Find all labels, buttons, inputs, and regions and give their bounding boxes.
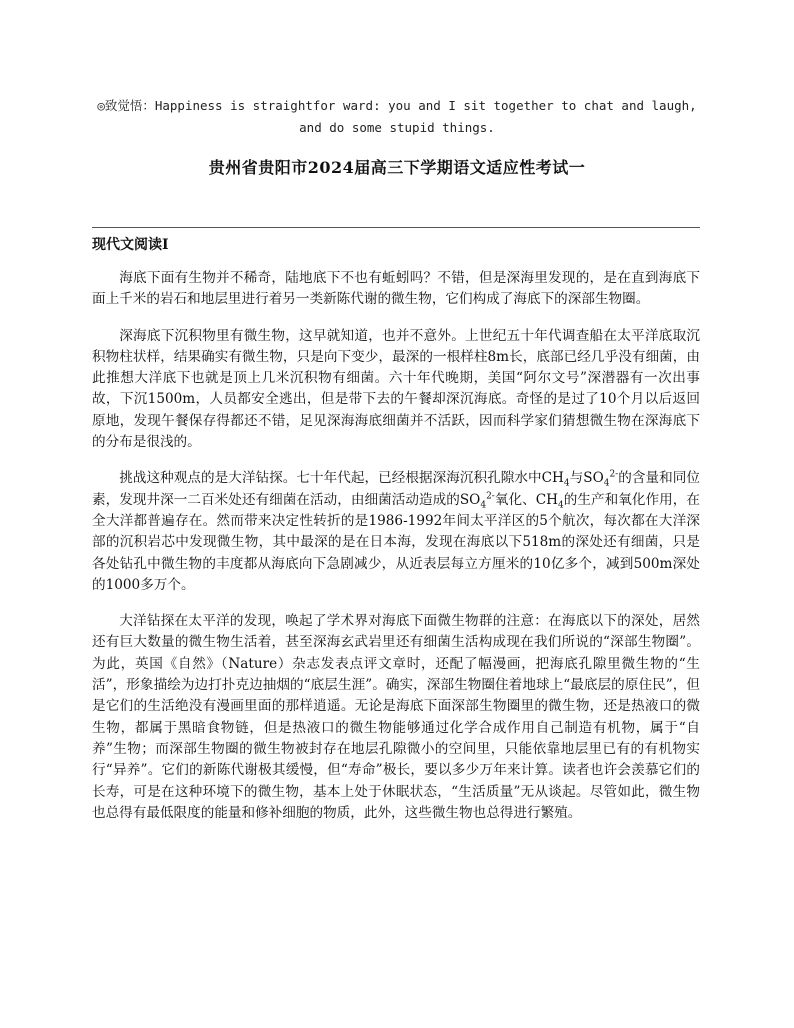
p3-sub-c: 4 <box>480 500 487 511</box>
p3-text-d: 氧化、CH <box>494 491 559 508</box>
p3-sup-c: 2- <box>486 491 495 502</box>
p3-sub-b: 4 <box>603 479 610 490</box>
paragraph-4: 大洋钻探在太平洋的发现，唤起了学术界对海底下面微生物群的注意：在海底以下的深处，居然还有巨大数量的微生物生活着，甚至深海玄武岩里还有细菌生活构成现在我们所说的“深部生物圈”。为此，英国《自然》（Nature）杂志发表点评文章时，还配了幅漫画，把海底孔隙里微生物的“生活”，形象描绘为边打扑克边抽烟的“底层生涯”。确实，深部生物圈住着地球上“最底层的原住民”，但是它们的生活绝没有漫画里面的那样逍遥。无论是海底下面深部生物圈里的微生物，还是热液口的微生物，都属于黑暗食物链，但是热液口的微生物能够通过化学合成作用自己制造有机物，属于“自养”生物；而深部生物圈的微生物被封存在地层孔隙微小的空间里，只能依靠地层里已有的有机物实行“异养”。它们的新陈代谢极其缓慢，但“寿命”极长，要以多少万年来计算。读者也许会羡慕它们的长寿，可是在这种环境下的微生物，基本上处于休眠状态，“生活质量”无从谈起。尽管如此，微生物也总得有最低限度的能量和修补细胞的物质，此外，这些微生物也总得进行繁殖。 <box>92 613 700 821</box>
paragraph-3 <box>92 468 700 596</box>
p3-sub-d: 4 <box>558 500 564 511</box>
paragraph-2: 深海底下沉积物里有微生物，这早就知道，也并不意外。上世纪五十年代调查船在太平洋底取沉积物柱状样，结果确实有微生物，只是向下变少，最深的一根样柱8m长，底部已经几乎没有细菌，由此推想大洋底下也就是顶上几米沉积物有细菌。六十年代晚期，美国“阿尔文号”深潜器有一次出事故，下沉1500m，人员都安全逃出，但是带下去的午餐却深沉海底。奇怪的是过了10个月以后返回原地，发现午餐保存得都还不错，足见深海海底细菌并不活跃，因而科学家们猜想微生物在深海底下的分布是很浅的。 <box>92 327 700 451</box>
paragraph-1: 海底下面有生物并不稀奇，陆地底下不也有蚯蚓吗？不错，但是深海里发现的，是在直到海底下面上千米的岩石和地层里进行着另一类新陈代谢的微生物，它们构成了海底下的深部生物圈。 <box>92 270 700 308</box>
p3-sup-b: 2- <box>609 469 619 480</box>
section-title: 现代文阅读Ⅰ <box>92 237 169 253</box>
page-title: 贵州省贵阳市2024届高三下学期语文适应性考试一 <box>208 158 586 177</box>
section-divider <box>92 227 700 228</box>
p3-sub-a: 4 <box>563 479 570 490</box>
p3-text-e: 的生产和氧化作用，在全大洋都普遍存在。然而带来决定性转折的是1986-1992年间太平洋区的5个航次，每次都在大洋深部的沉积岩芯中发现微生物，其中最深的是在日本海，发现在海底以下518m的深处还有细菌，只是各处钻孔中微生物的丰度都从海底向下急剧减少，从近表层每立方厘米的10亿多个，减到500m深处的1000多万个。 <box>92 491 700 593</box>
header-quote: ◎致觉悟：Happiness is straightfor ward: you and I sit together to chat and laugh, and do some stupid things. <box>97 98 697 135</box>
p3-text-b: 与SO <box>569 470 604 487</box>
p3-text-c: 的含量和同位素，发现井深一二百米处还有细菌在活动，由细菌活动造成的SO <box>92 470 700 508</box>
p3-text-a: 挑战这种观点的是大洋钻探。七十年代起，已经根据深海沉积孔隙水中CH <box>119 470 564 487</box>
article-body <box>92 268 700 839</box>
